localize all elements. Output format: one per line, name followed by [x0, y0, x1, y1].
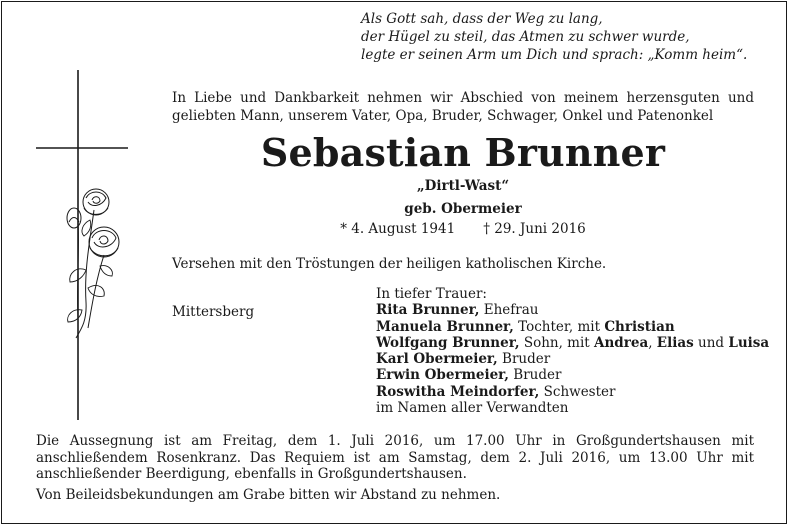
mourners-heading: In tiefer Trauer:: [376, 286, 487, 302]
closing-note: Von Beileidsbekundungen am Grabe bitten wir Abstand zu nehmen.: [36, 487, 501, 503]
place-name: Mittersberg: [172, 304, 255, 320]
poem: [361, 10, 781, 64]
life-dates: [172, 220, 754, 238]
death-date: † 29. Juni 2016: [483, 221, 586, 237]
mourner-row: Manuela Brunner, Tochter, mit Christian: [376, 318, 675, 335]
poem-line: der Hügel zu steil, das Atmen zu schwer wurde,: [361, 29, 690, 45]
mourner-row: Rita Brunner, Ehefrau: [376, 302, 539, 319]
deceased-nickname: „Dirtl-Wast“: [416, 178, 510, 194]
poem-line: legte er seinen Arm um Dich und sprach: „Komm heim“.: [361, 47, 748, 63]
mourners-list: [376, 286, 776, 416]
mourner-row: Karl Obermeier, Bruder: [376, 351, 551, 368]
intro-text: In Liebe und Dankbarkeit nehmen wir Abschied von meinem herzensguten und geliebten Mann, unserem Vater, Opa, Bruder, Schwager, Onkel und Patenonkel: [172, 90, 754, 124]
poem-line: Als Gott sah, dass der Weg zu lang,: [361, 11, 603, 27]
mourner-row: Erwin Obermeier, Bruder: [376, 367, 562, 384]
cross-with-roses-icon: [36, 70, 132, 420]
mourner-row: Wolfgang Brunner, Sohn, mit Andrea, Elias und Luisa: [376, 334, 770, 351]
funeral-details: Die Aussegnung ist am Freitag, dem 1. Juli 2016, um 17.00 Uhr in Großgundertshausen mit anschließendem Rosenkranz. Das Requiem ist am Samstag, dem 2. Juli 2016, um 13.00 Uhr mit anschließender Beerdigung, ebenfalls in Großgundertshausen.: [36, 433, 754, 482]
mourners-footer: im Namen aller Verwandten: [376, 400, 569, 417]
birth-date: * 4. August 1941: [340, 221, 456, 237]
sacrament-text: Versehen mit den Tröstungen der heiligen katholischen Kirche.: [172, 256, 607, 272]
deceased-birthname: geb. Obermeier: [404, 201, 522, 217]
mourner-row: Roswitha Meindorfer, Schwester: [376, 383, 616, 400]
deceased-name: Sebastian Brunner: [260, 130, 666, 175]
